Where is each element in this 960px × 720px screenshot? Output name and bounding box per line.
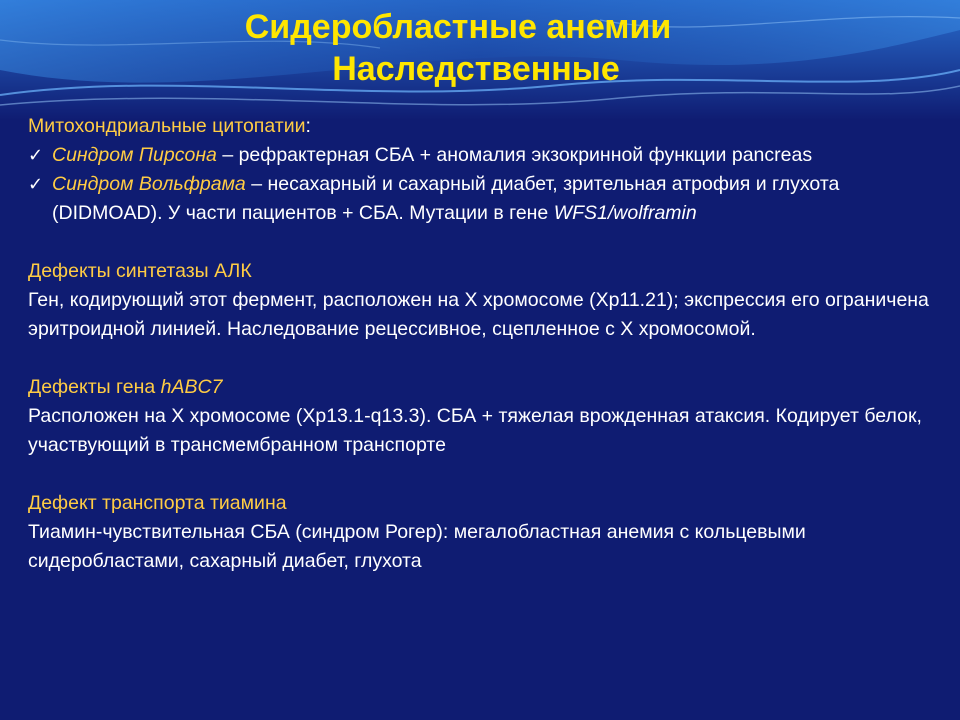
wolfram-name: Синдром Вольфрама	[52, 173, 246, 195]
spacer	[28, 228, 940, 257]
habc7-body: Расположен на Х хромосоме (Хр13.1-q13.3). СБА + тяжелая врожденная атаксия. Кодирует белок, участвующий в трансмембранном транспорте	[28, 405, 922, 456]
habc7-heading-gene: hABC7	[160, 376, 223, 398]
alk-body: Ген, кодирующий этот фермент, расположен на Х хромосоме (Хр11.21); экспрессия его ограничена эритроидной линией. Наследование рецессивное, сцепленное с Х хромосомой.	[28, 289, 929, 340]
check-icon: ✓	[28, 174, 44, 194]
pearson-name: Синдром Пирсона	[52, 144, 217, 166]
pearson-text: – рефрактерная СБА + аномалия экзокринной функции pancreas	[216, 144, 813, 166]
list-item-pearson	[28, 141, 940, 170]
thiamine-body: Тиамин-чувствительная СБА (синдром Рогер): мегалобластная анемия с кольцевыми сидеробластами, сахарный диабет, глухота	[28, 521, 806, 572]
slide-content	[28, 112, 940, 576]
alk-heading: Дефекты синтетазы АЛК	[28, 260, 252, 282]
thiamine-heading: Дефект транспорта тиамина	[28, 492, 287, 514]
spacer	[28, 460, 940, 489]
habc7-heading	[28, 373, 940, 402]
wolfram-gene: WFS1/wolframin	[553, 202, 697, 224]
mito-heading-text: Митохондриальные цитопатии	[28, 115, 306, 137]
title-line-2: Наследственные	[332, 50, 620, 88]
mito-heading-colon: :	[305, 115, 311, 137]
mito-heading	[28, 112, 940, 141]
title-line-1: Сидеробластные анемии	[244, 8, 672, 46]
slide-title	[0, 6, 960, 90]
spacer	[28, 344, 940, 373]
wolfram-text: – несахарный и сахарный диабет, зрительная атрофия и глухота (DIDMOAD). У части пациентов + СБА. Мутации в гене	[52, 173, 840, 224]
check-icon: ✓	[28, 145, 44, 165]
list-item-wolfram	[28, 170, 940, 228]
habc7-heading-text: Дефекты гена	[28, 376, 161, 398]
